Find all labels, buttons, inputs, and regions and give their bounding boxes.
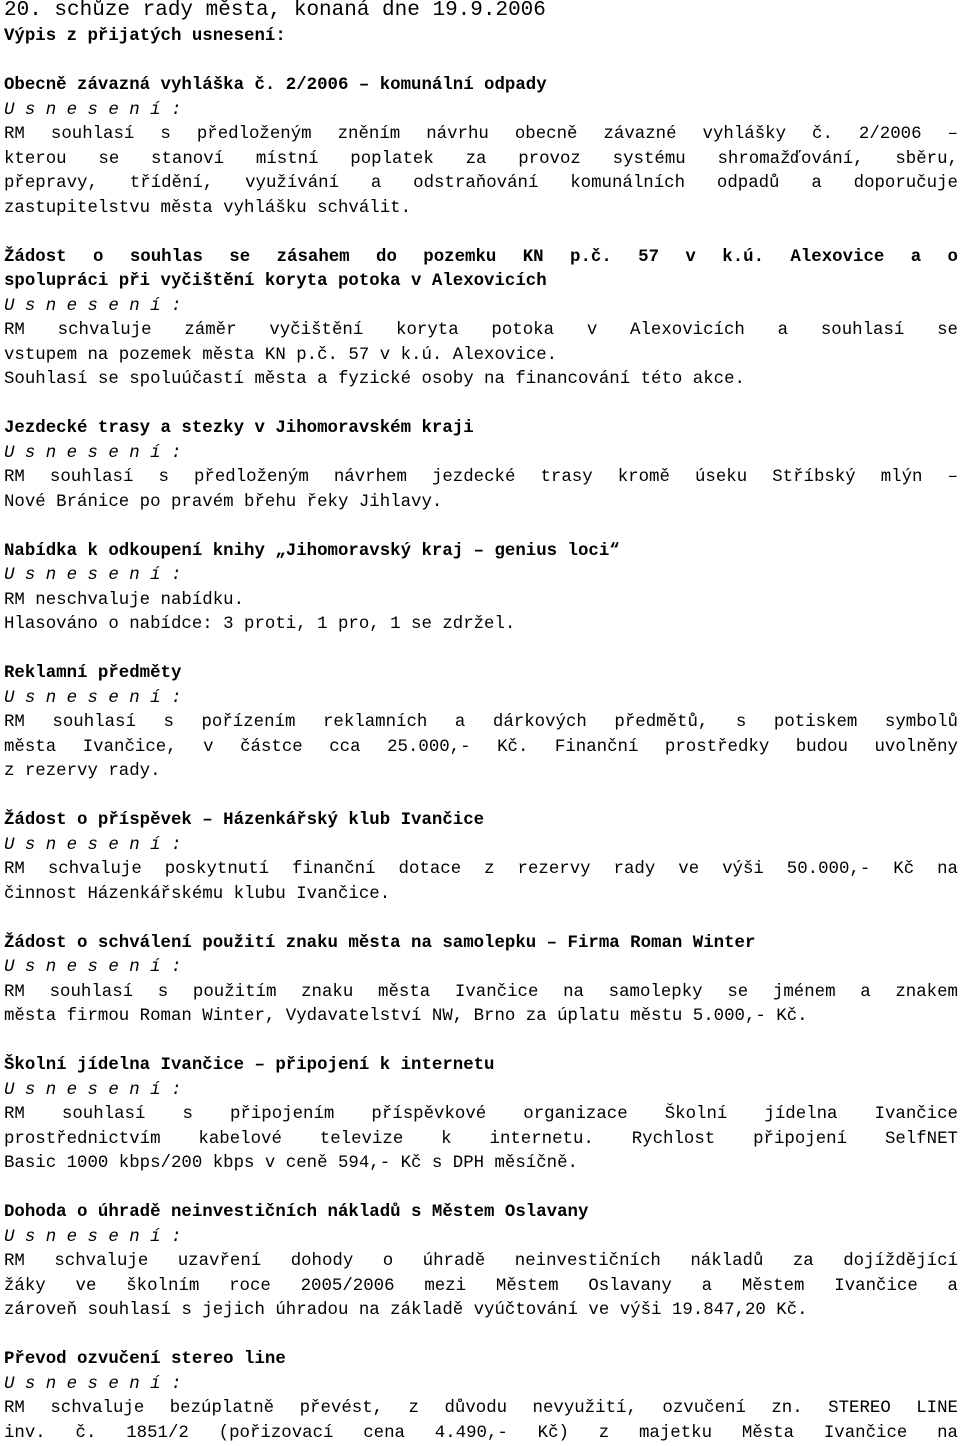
usneseni-label: U s n e s e n í : xyxy=(4,958,182,977)
spacer xyxy=(4,221,958,246)
usneseni-label: U s n e s e n í : xyxy=(4,296,182,316)
resolution-text-line: činnost Házenkářskému klubu Ivančice. xyxy=(4,884,391,904)
section-heading: Nabídka k odkoupení knihy „Jihomoravský kraj – genius loci“ xyxy=(4,541,620,561)
usneseni-label: U s n e s e n í : xyxy=(4,566,182,585)
resolution-text-line: Nové Bránice po pravém břehu řeky Jihlavy. xyxy=(4,492,443,512)
section-heading: spolupráci při vyčištění koryta potoka v Alexovicích xyxy=(4,272,547,291)
spacer xyxy=(4,515,958,540)
document-title: 20. schůze rady města, konaná dne 19.9.2006 xyxy=(4,0,546,22)
resolution-text-line: RM souhlasí s předloženým návrhem jezdecké trasy kromě úseku Stříbský mlýn – xyxy=(4,468,958,487)
resolution-text-line: města Ivančice, v částce cca 25.000,- Kč. Finanční prostředky budou uvolněny xyxy=(4,737,958,757)
resolution-text-line: prostřednictvím kabelové televize k internetu. Rychlost připojení SelfNET xyxy=(4,1129,958,1149)
resolution-text-line: Basic 1000 kbps/200 kbps v ceně 594,- Kč s DPH měsíčně. xyxy=(4,1154,578,1173)
resolution-text-line: RM neschvaluje nabídku. xyxy=(4,590,245,610)
resolution-text-line: RM schvaluje bezúplatně převést, z důvodu nevyužití, ozvučení zn. STEREO LINE xyxy=(4,1399,958,1418)
section-heading: Žádost o souhlas se zásahem do pozemku KN p.č. 57 v k.ú. Alexovice a o xyxy=(4,247,958,267)
resolution-section xyxy=(4,540,958,663)
resolution-text-line: RM schvaluje uzavření dohody o úhradě neinvestičních nákladů za dojíždějící xyxy=(4,1252,958,1271)
resolution-text-line: RM schvaluje poskytnutí finanční dotace z rezervy rady ve výši 50.000,- Kč na xyxy=(4,860,958,879)
spacer xyxy=(4,907,958,932)
resolution-list xyxy=(4,74,958,1446)
usneseni-label: U s n e s e n í : xyxy=(4,1374,182,1394)
resolution-text-line: inv. č. 1851/2 (pořizovací cena 4.490,- Kč) z majetku Města Ivančice na xyxy=(4,1423,958,1443)
section-heading: Školní jídelna Ivančice – připojení k internetu xyxy=(4,1056,495,1075)
resolution-text-line: RM souhlasí s použitím znaku města Ivančice na samolepky se jménem a znakem xyxy=(4,982,958,1002)
section-heading: Žádost o schválení použití znaku města na samolepku – Firma Roman Winter xyxy=(4,933,756,953)
resolution-text-line: RM souhlasí s předloženým zněním návrhu obecně závazné vyhlášky č. 2/2006 – xyxy=(4,125,958,144)
resolution-text-line: přepravy, třídění, využívání a odstraňování komunálních odpadů a doporučuje xyxy=(4,174,958,193)
usneseni-label: U s n e s e n í : xyxy=(4,835,182,855)
spacer xyxy=(4,1177,958,1202)
resolution-text-line: města firmou Roman Winter, Vydavatelství NW, Brno za úplatu městu 5.000,- Kč. xyxy=(4,1007,808,1026)
resolution-section xyxy=(4,246,958,418)
section-heading: Žádost o příspěvek – Házenkářský klub Ivančice xyxy=(4,811,485,830)
resolution-text-line: RM schvaluje záměr vyčištění koryta potoka v Alexovicích a souhlasí se xyxy=(4,321,958,340)
resolution-text-line: zároveň souhlasí s jejich úhradou na základě vyúčtování ve výši 19.847,20 Kč. xyxy=(4,1301,808,1320)
document xyxy=(4,0,958,1446)
resolution-text-line: zastupitelstvu města vyhlášku schválit. xyxy=(4,198,412,218)
usneseni-label: U s n e s e n í : xyxy=(4,443,182,463)
spacer xyxy=(4,50,958,75)
usneseni-label: U s n e s e n í : xyxy=(4,1080,182,1100)
resolution-section xyxy=(4,932,958,1055)
resolution-text-line: žáky ve školním roce 2005/2006 mezi Městem Oslavany a Městem Ivančice a xyxy=(4,1276,958,1296)
spacer xyxy=(4,393,958,418)
resolution-section xyxy=(4,809,958,932)
spacer xyxy=(4,1324,958,1349)
document-subtitle: Výpis z přijatých usnesení: xyxy=(4,27,286,46)
section-heading: Převod ozvučení stereo line xyxy=(4,1350,286,1369)
section-heading: Reklamní předměty xyxy=(4,664,182,683)
resolution-section xyxy=(4,74,958,246)
resolution-section xyxy=(4,1054,958,1201)
usneseni-label: U s n e s e n í : xyxy=(4,1227,182,1247)
resolution-section xyxy=(4,1348,958,1446)
resolution-text-line: RM souhlasí s připojením příspěvkové organizace Školní jídelna Ivančice xyxy=(4,1105,958,1124)
spacer xyxy=(4,638,958,663)
usneseni-label: U s n e s e n í : xyxy=(4,688,182,708)
resolution-section xyxy=(4,662,958,809)
resolution-section xyxy=(4,1201,958,1348)
spacer xyxy=(4,1030,958,1055)
spacer xyxy=(4,785,958,810)
resolution-text-line: vstupem na pozemek města KN p.č. 57 v k.ú. Alexovice. xyxy=(4,345,558,365)
resolution-text-line: kterou se stanoví místní poplatek za provoz systému shromažďování, sběru, xyxy=(4,149,958,169)
usneseni-label: U s n e s e n í : xyxy=(4,100,182,120)
section-heading: Dohoda o úhradě neinvestičních nákladů s Městem Oslavany xyxy=(4,1203,589,1222)
resolution-text-line: z rezervy rady. xyxy=(4,762,161,781)
section-heading: Jezdecké trasy a stezky v Jihomoravském kraji xyxy=(4,419,474,438)
section-heading: Obecně závazná vyhláška č. 2/2006 – komunální odpady xyxy=(4,76,547,95)
resolution-text-line: Souhlasí se spoluúčastí města a fyzické osoby na financování této akce. xyxy=(4,370,745,389)
resolution-section xyxy=(4,417,958,540)
resolution-text-line: Hlasováno o nabídce: 3 proti, 1 pro, 1 se zdržel. xyxy=(4,615,516,634)
resolution-text-line: RM souhlasí s pořízením reklamních a dárkových předmětů, s potiskem symbolů xyxy=(4,713,958,732)
